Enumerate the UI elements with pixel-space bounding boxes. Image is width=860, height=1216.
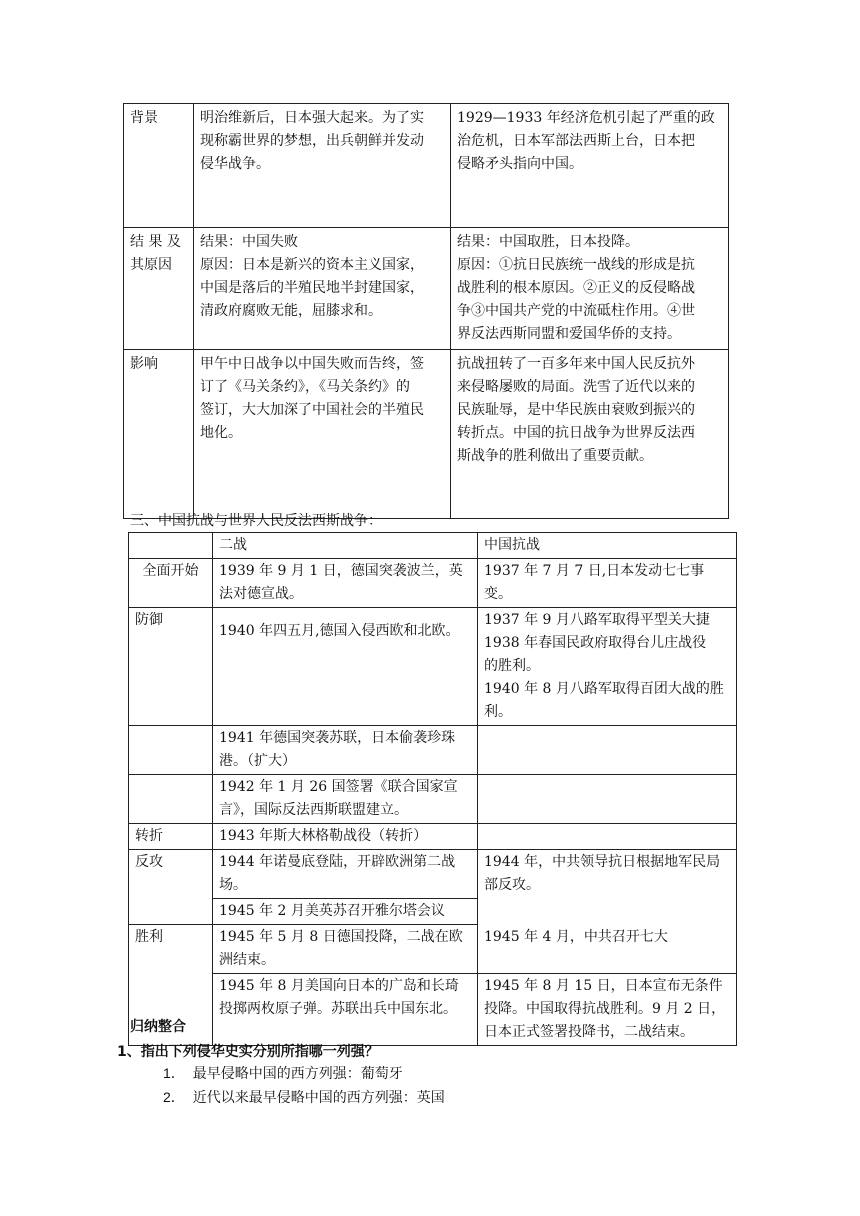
table-cell: [213, 974, 478, 1046]
row-label-impact: 影响: [124, 350, 194, 519]
table-cell: [478, 726, 737, 775]
table-row-impact: [124, 350, 729, 519]
comparison-table: [123, 103, 729, 519]
table-cell: [478, 824, 737, 850]
list-number: 2．: [163, 1089, 185, 1105]
text-line: 来侵略屡败的局面。洗雪了近代以来的: [457, 379, 695, 395]
table-row: [129, 559, 737, 608]
table-row: [129, 974, 737, 1046]
table-cell: [213, 850, 478, 899]
row-label: 全面开始: [129, 559, 213, 608]
text-line: 民族耻辱，是中华民族由衰败到振兴的: [457, 402, 695, 418]
table-cell: 1945 年 2 月美英苏召开雅尔塔会议: [213, 899, 478, 925]
table-row-result: [124, 228, 729, 350]
text-line: 1945 年 8 月美国向日本的广岛和长琦: [219, 978, 459, 994]
cell-impact-jiawu: [194, 350, 451, 519]
text-line: 投掷两枚原子弹。苏联出兵中国东北。: [219, 1001, 457, 1017]
text-line: 中国是落后的半殖民地半封建国家，: [200, 280, 424, 296]
text-line: 港。（扩大）: [219, 753, 296, 769]
text-line: 转折点。中国的抗日战争为世界反法西: [457, 425, 695, 441]
text-line: 签订，大大加深了中国社会的半殖民: [200, 402, 424, 418]
text-line: 日本正式签署投降书，二战结束。: [484, 1024, 694, 1040]
text-line: 甲午中日战争以中国失败而告终，签: [200, 356, 424, 372]
text-line: 1929—1933 年经济危机引起了严重的政: [457, 110, 715, 126]
table-row: [129, 775, 737, 824]
text-line: 法对德宣战。: [219, 586, 303, 602]
cell-background-kangzhan: [451, 104, 729, 228]
text-line: 侵略矛头指向中国。: [457, 156, 583, 172]
table-cell: 1945 年 4 月，中共召开七大: [478, 925, 737, 974]
row-label: 转折: [129, 824, 213, 850]
text-line: 订了《马关条约》，《马关条约》的: [200, 379, 410, 395]
table-header-row: [129, 533, 737, 559]
text-line: 1938 年春国民政府取得台儿庄战役: [484, 635, 707, 651]
row-label: 防御: [129, 608, 213, 726]
text-line: 界反法西斯同盟和爱国华侨的支持。: [457, 326, 681, 342]
row-label: [129, 775, 213, 824]
list-text: 最早侵略中国的西方列强：葡萄牙: [192, 1066, 403, 1082]
cell-impact-kangzhan: [451, 350, 729, 519]
text-line: 1941 年德国突袭苏联，日本偷袭珍珠: [219, 730, 456, 746]
text-line: 1937 年 7 月 7 日,日本发动七七事变。: [484, 563, 705, 602]
table-cell: [478, 850, 737, 925]
text-line: 1944 年诺曼底登陆，开辟欧洲第二战: [219, 854, 456, 870]
table-row: [129, 925, 737, 974]
list-item: [163, 1063, 403, 1083]
text-line: 侵华战争。: [200, 156, 270, 172]
table-cell: [213, 559, 478, 608]
text-line: 1944 年，中共领导抗日根据地军民局: [484, 854, 721, 870]
text-line: 争③中国共产党的中流砥柱作用。④世: [457, 303, 695, 319]
row-label-result: [124, 228, 194, 350]
table-row: [129, 726, 737, 775]
table-cell: [478, 974, 737, 1046]
table-cell: 1943 年斯大林格勒战役（转折）: [213, 824, 478, 850]
text-line: 1940 年 8 月八路军取得百团大战的胜: [484, 681, 724, 697]
table-cell: [478, 559, 737, 608]
cell-background-jiawu: [194, 104, 451, 228]
text-line: 言》，国际反法西斯联盟建立。: [219, 802, 408, 818]
list-item: [163, 1087, 445, 1107]
text-line: 地化。: [200, 425, 242, 441]
text-line: 1945 年 5 月 8 日德国投降，二战在欧: [219, 929, 463, 945]
text-line: 明治维新后，日本强大起来。为了实: [200, 110, 424, 126]
summary-heading: 归纳整合: [130, 1019, 186, 1035]
text-line: 场。: [219, 877, 247, 893]
list-number: 1．: [163, 1065, 185, 1081]
text-line: 清政府腐败无能，屈膝求和。: [200, 303, 382, 319]
row-label: 反攻: [129, 850, 213, 925]
question-heading: 1、指出下列侵华史实分别所指哪一列强？: [117, 1044, 379, 1060]
text-line: 洲结束。: [219, 952, 275, 968]
text-line: 战胜利的根本原因。②正义的反侵略战: [457, 280, 695, 296]
text-line: 抗战扭转了一百多年来中国人民反抗外: [457, 356, 695, 372]
cell-result-jiawu: [194, 228, 451, 350]
text-line: 其原因: [130, 257, 172, 273]
text-line: 的胜利。: [484, 658, 540, 674]
text-line: 原因：日本是新兴的资本主义国家，: [200, 257, 424, 273]
header-empty: [129, 533, 213, 559]
row-label: [129, 726, 213, 775]
text-line: 结果：中国失败: [200, 234, 298, 250]
table-cell: [478, 775, 737, 824]
row-label-background: 背景: [124, 104, 194, 228]
text-line: 1940 年四五月,德国入侵西欧和北欧。: [219, 623, 460, 639]
table-cell: [213, 925, 478, 974]
table-row: [129, 850, 737, 899]
table-cell: [213, 775, 478, 824]
text-line: 原因：①抗日民族统一战线的形成是抗: [457, 257, 695, 273]
table-row: [129, 824, 737, 850]
cell-result-kangzhan: [451, 228, 729, 350]
text-line: 1939 年 9 月 1 日，德国突袭波兰，英: [219, 563, 463, 579]
text-line: 部反攻。: [484, 877, 540, 893]
table-cell: [213, 608, 478, 726]
section-title: 三、中国抗战与世界人民反法西斯战争：: [130, 513, 382, 529]
text-line: 治危机，日本军部法西斯上台，日本把: [457, 133, 695, 149]
text-line: 结 果 及: [130, 234, 181, 250]
table-cell: [213, 726, 478, 775]
header-ww2: 二战: [213, 533, 478, 559]
header-china: 中国抗战: [478, 533, 737, 559]
table-cell: [478, 608, 737, 726]
text-line: 1937 年 9 月八路军取得平型关大捷: [484, 612, 710, 628]
text-line: 结果：中国取胜，日本投降。: [457, 234, 639, 250]
text-line: 投降。中国取得抗战胜利。9 月 2 日，: [484, 1001, 726, 1017]
text-line: 利。: [484, 704, 512, 720]
row-label: 胜利: [129, 925, 213, 1046]
text-line: 现称霸世界的梦想，出兵朝鲜并发动: [200, 133, 424, 149]
table-row-background: [124, 104, 729, 228]
list-text: 近代以来最早侵略中国的西方列强：英国: [192, 1090, 445, 1106]
text-line: 1945 年 8 月 15 日，日本宣布无条件: [484, 978, 723, 994]
table-row: [129, 608, 737, 726]
text-line: 斯战争的胜利做出了重要贡献。: [457, 448, 653, 464]
ww2-timeline-table: [128, 532, 737, 1046]
text-line: 1942 年 1 月 26 国签署《联合国家宣: [219, 779, 458, 795]
